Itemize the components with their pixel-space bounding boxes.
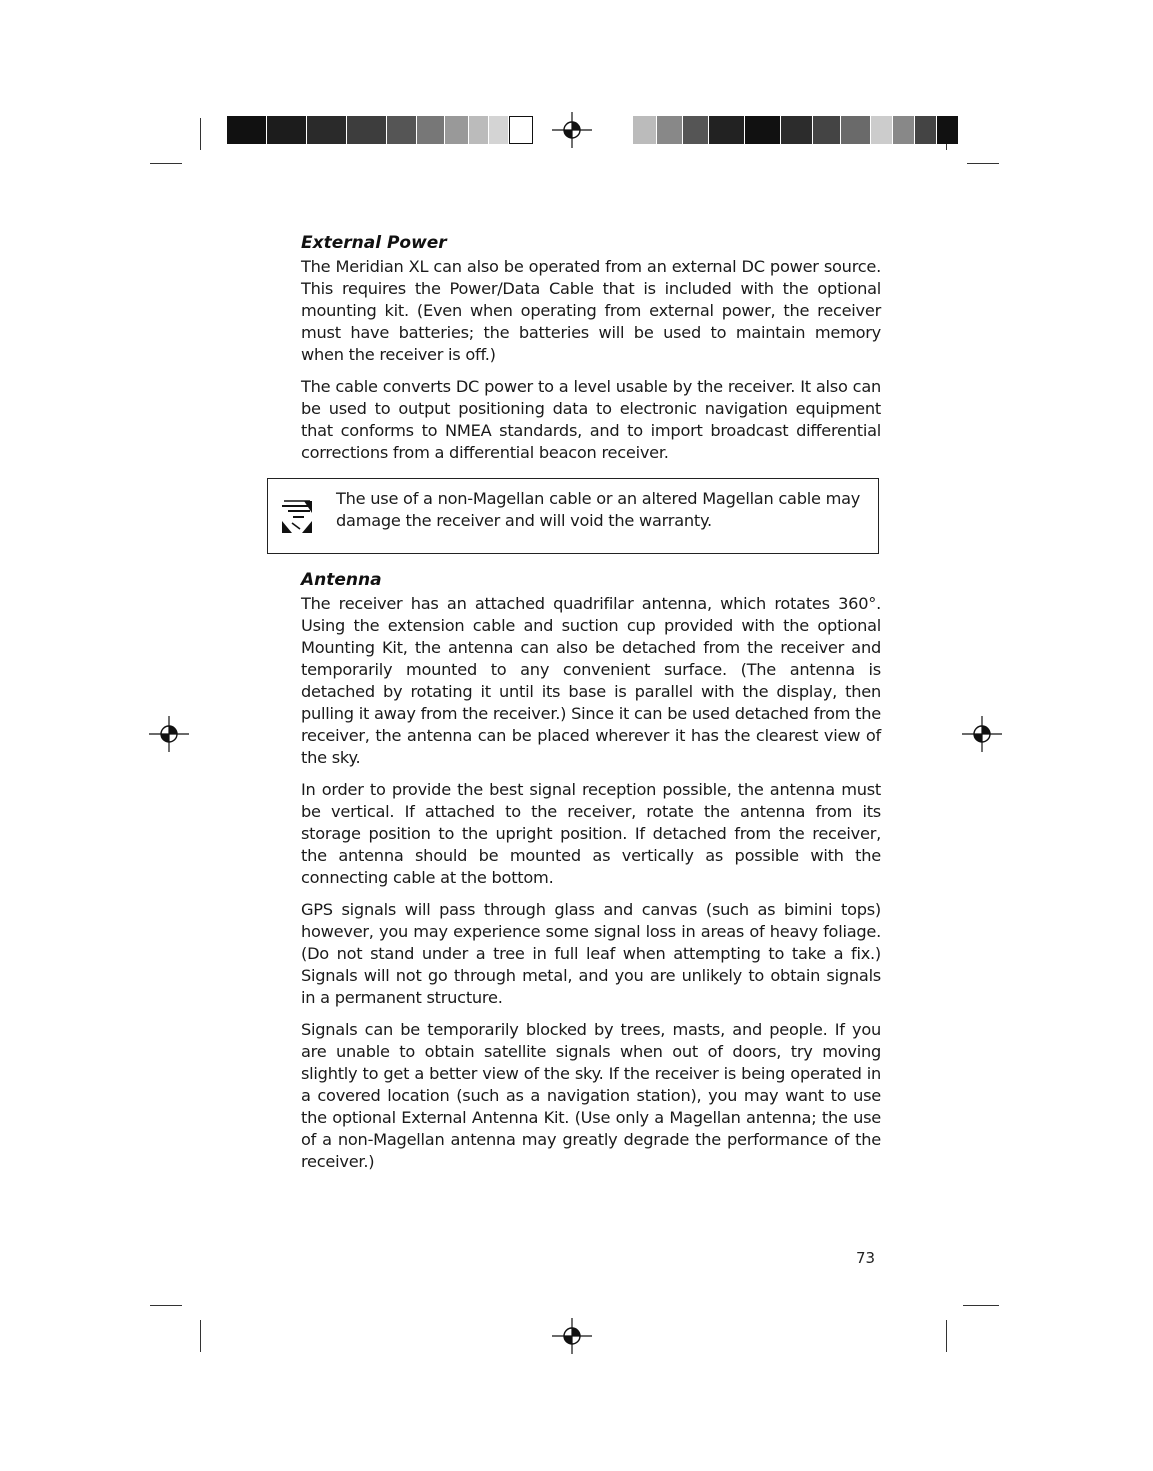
registration-mark-left-icon [149,714,189,754]
registration-mark-right-icon [962,714,1002,754]
paragraph: In order to provide the best signal reception possible, the antenna must be vertical. If attached to the receiver, rotate the antenna from its storage position to the upright position. If detached from the receiver, the antenna should be mounted as vertically as possible with the connecting cable at the bottom. [301,780,881,887]
caution-icon [280,495,314,535]
paragraph: The Meridian XL can also be operated from an external DC power source. This requires the Power/Data Cable that is included with the optional mounting kit. (Even when operating from external power, the receiver must have batteries; the batteries will be used to maintain memory when the receiver is off.) [301,257,881,364]
caution-text: The use of a non-Magellan cable or an altered Magellan cable may damage the receiver and will void the warranty. [336,489,861,530]
page-number: 73 [856,1249,876,1267]
crop-mark-top-left-horizontal [150,163,182,164]
paragraph: The receiver has an attached quadrifilar antenna, which rotates 360°. Using the extension cable and suction cup provided with the optional Mounting Kit, the antenna can also be detached from the receiver and temporarily mounted to any convenient surface. (The antenna is detached by rotating it until its base is parallel with the display, then pulling it away from the receiver.) Since it can be used detached from the receiver, the antenna can be placed wherever it has the clearest view of the sky. [301,594,881,767]
external-power-section [301,232,881,474]
crop-mark-bottom-left-vertical [200,1320,201,1352]
crop-mark-bottom-right-horizontal [963,1305,999,1306]
section-heading-external-power: External Power [301,233,447,253]
color-bar-left [227,116,533,144]
crop-mark-top-left-vertical [200,118,201,150]
paragraph: The cable converts DC power to a level usable by the receiver. It also can be used to output positioning data to electronic navigation equipment that conforms to NMEA standards, and to import broadcast differential corrections from a differential beacon receiver. [301,377,881,462]
section-heading-antenna: Antenna [301,570,382,590]
antenna-section [301,569,881,1183]
paragraph: GPS signals will pass through glass and canvas (such as bimini tops) however, you may experience some signal loss in areas of heavy foliage. (Do not stand under a tree in full leaf when attempting to take a fix.) Signals will not go through metal, and you are unlikely to obtain signals in a permanent structure. [301,900,881,1007]
crop-mark-top-right-horizontal [967,163,999,164]
registration-mark-bottom-icon [552,1316,592,1356]
caution-note [267,478,879,554]
registration-mark-top-icon [552,110,592,150]
crop-mark-bottom-right-vertical [946,1320,947,1352]
crop-mark-bottom-left-horizontal [150,1305,182,1306]
paragraph: Signals can be temporarily blocked by trees, masts, and people. If you are unable to obtain satellite signals when out of doors, try moving slightly to get a better view of the sky. If the receiver is being operated in a covered location (such as a navigation station), you may want to use the optional External Antenna Kit. (Use only a Magellan antenna; the use of a non-Magellan antenna may greatly degrade the performance of the receiver.) [301,1020,881,1171]
color-bar-right [633,116,959,144]
